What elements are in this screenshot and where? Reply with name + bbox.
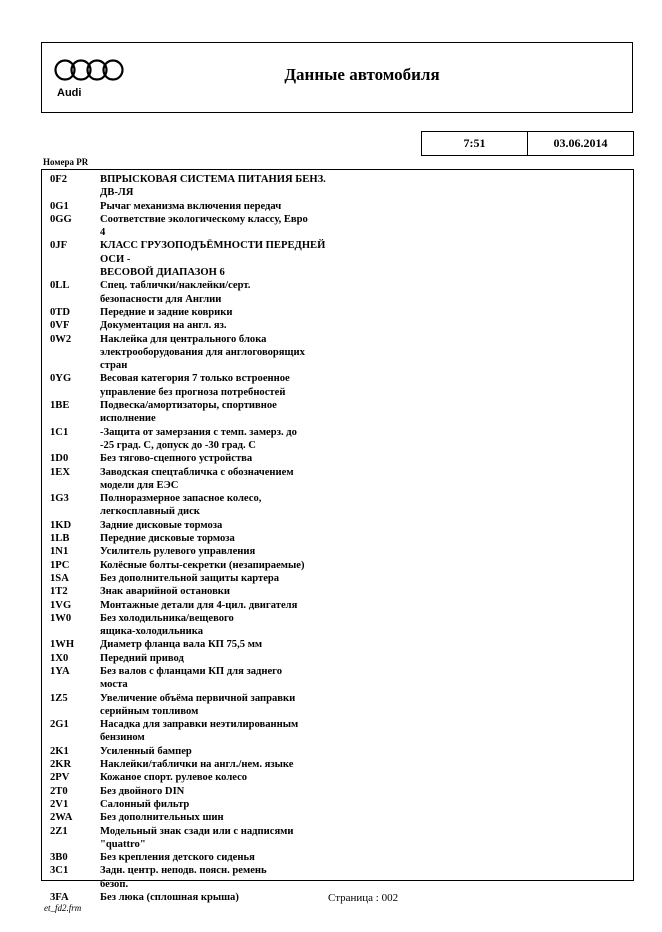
pr-code: 1X0: [50, 652, 69, 664]
table-row: [50, 825, 610, 852]
table-row: [50, 718, 610, 745]
pr-description: Передние дисковые тормоза: [100, 533, 235, 545]
pr-code: 2K1: [50, 745, 69, 757]
pr-description: Без тягово-сцепного устройства: [100, 453, 253, 465]
pr-code: 0JF: [50, 240, 68, 252]
pr-description: Заводская спецтабличка с обозначением модели для ЕЭС: [100, 466, 294, 491]
form-name: et_fd2.frm: [44, 903, 82, 913]
pr-code: 3FA: [50, 892, 69, 904]
pr-description: Передний привод: [100, 652, 184, 664]
pr-description: Полноразмерное запасное колесо, легкосплавный диск: [100, 493, 262, 518]
table-row: [50, 851, 610, 864]
pr-code: 0W2: [50, 333, 72, 345]
pr-list: [50, 173, 610, 904]
table-row: [50, 785, 610, 798]
pr-code: 0GG: [50, 213, 72, 225]
pr-code: 2T0: [50, 785, 68, 797]
pr-code: 2WA: [50, 812, 73, 824]
pr-code: 1N1: [50, 546, 69, 558]
audi-logo: [54, 57, 130, 105]
table-row: [50, 811, 610, 824]
pr-code: 1EX: [50, 466, 71, 478]
pr-description: Спец. таблички/наклейки/серт. безопасности для Англии: [100, 280, 251, 305]
pr-description: Без дополнительных шин: [100, 812, 224, 824]
table-row: [50, 545, 610, 558]
pr-description: Без холодильника/вещевого ящика-холодильника: [100, 612, 234, 638]
pr-description: Диаметр фланца вала КП 75,5 мм: [100, 639, 263, 651]
pr-code: 1C1: [50, 426, 69, 438]
pr-description: Подвеска/амортизаторы, спортивное исполнение: [100, 400, 277, 425]
pr-code: 1KD: [50, 519, 72, 531]
table-row: [50, 798, 610, 811]
pr-code: 3C1: [50, 865, 69, 877]
pr-code: 1BE: [50, 400, 70, 412]
pr-description: Задние дисковые тормоза: [100, 519, 223, 531]
table-row: [50, 745, 610, 758]
pr-description: Колёсные болты-секретки (незапираемые): [100, 559, 305, 571]
table-row: [50, 372, 610, 399]
pr-code: 2Z1: [50, 825, 68, 837]
pr-code: 1VG: [50, 599, 72, 611]
pr-description: Увеличение объёма первичной заправки серийным топливом: [100, 692, 296, 717]
time-value: 7:51: [422, 132, 528, 155]
pr-description: Без валов с фланцами КП для заднего моста: [100, 665, 283, 691]
table-row: [50, 599, 610, 612]
table-row: [50, 426, 610, 453]
table-row: [50, 864, 610, 891]
pr-code: 0VF: [50, 320, 70, 332]
timestamp-box: [421, 131, 634, 156]
pr-description: Салонный фильтр: [100, 798, 190, 810]
pr-description: Весовая категория 7 только встроенное управление без прогноза потребностей: [100, 373, 290, 398]
table-row: [50, 665, 610, 692]
pr-description: Передние и задние коврики: [100, 306, 233, 318]
pr-description: Усилитель рулевого управления: [100, 546, 256, 558]
pr-description: Наклейки/таблички на англ./нем. языке: [100, 759, 294, 771]
pr-description: Наклейка для центрального блока электрооборудования для англоговорящих стран: [100, 333, 305, 372]
pr-code: 2V1: [50, 798, 69, 810]
table-row: [50, 559, 610, 572]
table-row: [50, 200, 610, 213]
pr-code: 1T2: [50, 586, 68, 598]
pr-code: 0TD: [50, 306, 71, 318]
table-row: [50, 532, 610, 545]
pr-code: 1YA: [50, 665, 70, 677]
pr-description: Без двойного DIN: [100, 785, 185, 797]
pr-code: 1Z5: [50, 692, 68, 704]
pr-code: 1PC: [50, 559, 70, 571]
pr-description: Усиленный бампер: [100, 745, 192, 757]
table-row: [50, 652, 610, 665]
table-row: [50, 173, 610, 200]
pr-description: Кожаное спорт. рулевое колесо: [100, 772, 248, 784]
pr-description: Без крепления детского сиденья: [100, 852, 255, 864]
pr-code: 2KR: [50, 759, 72, 771]
table-row: [50, 638, 610, 651]
table-row: [50, 758, 610, 771]
pr-description: ВПРЫСКОВАЯ СИСТЕМА ПИТАНИЯ БЕНЗ. ДВ-ЛЯ: [100, 174, 326, 199]
table-row: [50, 213, 610, 240]
pr-description: Документация на англ. яз.: [100, 320, 227, 332]
table-row: [50, 466, 610, 493]
pr-code: 0G1: [50, 200, 69, 212]
table-row: [50, 692, 610, 719]
pr-code: 1WH: [50, 639, 75, 651]
pr-code: 0F2: [50, 174, 68, 185]
table-row: [50, 585, 610, 598]
pr-description: Без дополнительной защиты картера: [100, 572, 280, 584]
page-number: Страница : 002: [328, 892, 399, 904]
pr-description: Задн. центр. неподв. поясн. ремень безоп.: [100, 865, 267, 890]
pr-code: 1SA: [50, 572, 69, 584]
table-row: [50, 279, 610, 306]
pr-description: Монтажные детали для 4-цил. двигателя: [100, 599, 298, 611]
audi-rings-icon: [54, 57, 130, 87]
section-label: Номера PR: [43, 157, 89, 167]
pr-description: КЛАСС ГРУЗОПОДЪЁМНОСТИ ПЕРЕДНЕЙ ОСИ - ВЕСОВОЙ ДИАПАЗОН 6: [100, 240, 326, 279]
pr-description: Соответствие экологическому классу, Евро 4: [100, 213, 308, 239]
table-row: [50, 519, 610, 532]
pr-description: Рычаг механизма включения передач: [100, 200, 282, 212]
page-title: Данные автомобиля: [284, 65, 440, 84]
pr-code: 2PV: [50, 772, 70, 784]
table-row: [50, 771, 610, 784]
table-row: [50, 452, 610, 465]
pr-description: Модельный знак сзади или с надписями "quattro": [100, 825, 294, 850]
pr-code: 0YG: [50, 373, 72, 385]
pr-code: 1G3: [50, 493, 69, 505]
table-row: [50, 319, 610, 332]
table-row: [50, 399, 610, 426]
table-row: [50, 239, 610, 279]
pr-code: 1W0: [50, 612, 72, 624]
table-row: [50, 612, 610, 639]
date-value: 03.06.2014: [553, 136, 608, 150]
pr-code: 0LL: [50, 280, 70, 292]
pr-code: 3B0: [50, 852, 68, 864]
pr-description: -Защита от замерзания с темп. замерз. до -25 град. С, допуск до -30 град. С: [100, 426, 297, 451]
pr-code: 2G1: [50, 719, 69, 731]
pr-code: 1LB: [50, 533, 70, 545]
table-row: [50, 572, 610, 585]
table-row: [50, 492, 610, 519]
pr-description: Насадка для заправки неэтилированным бензином: [100, 719, 299, 744]
pr-code: 1D0: [50, 453, 69, 465]
table-row: [50, 306, 610, 319]
brand-name: Audi: [57, 87, 82, 99]
pr-description: Знак аварийной остановки: [100, 586, 231, 598]
pr-description: Без люка (сплошная крыша): [100, 892, 239, 904]
document-header: [41, 42, 633, 113]
table-row: [50, 333, 610, 373]
